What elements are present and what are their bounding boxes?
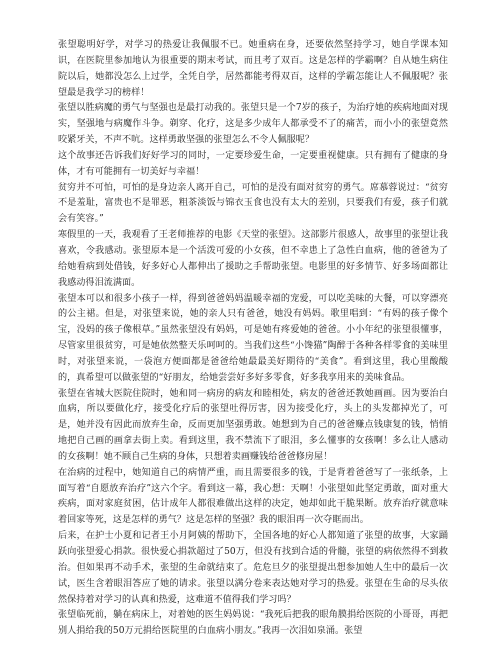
paragraph-10: 张望临死前，躺在病床上，对着她的医生妈妈说：“我死后把我的眼角膜捐给医院的小哥哥，再把别人捐给我的50万元捐给医院里的白血病小朋友。”我再一次泪如泉涌。张望 [58, 610, 448, 637]
paragraph-7: 张望在省城大医院住院时，她和同一病房的病友和睦相处，病友的爸爸还教她画画。因为要治白血病，所以要做化疗，接受化疗后的张望吐得厉害，因为接受化疗，头上的头发都掉光了，可是，她并没有因此而放弃生命，反而更加坚强勇敢。她想到为自己的爸爸赚点钱康复的钱，悄悄地把自己画的画拿去街上卖。看到这里，我不禁流下了眼泪，多么懂事的女孩啊！多么让人感动的女孩啊！她不顾自己生病的身体，只想着卖画赚钱给爸爸修房屋！ [58, 388, 448, 462]
paragraph-4: 贫穷并不可怕，可怕的是身边亲人离开自己，可怕的是没有面对贫穷的勇气。席慕蓉说过：“贫穷不是羞耻，富贵也不是罪恶，粗茶淡饭与锦衣玉食也没有太大的差别，只要我们有爱，孩子们就会有笑容。” [58, 182, 448, 225]
paragraph-9: 后来，在护士小夏和记者王小月阿姨的帮助下，全国各地的好心人都知道了张望的故事，大家踊跃向张望爱心捐款。很快爱心捐款超过了50万，但没有找到合适的骨髓，张望的病依然得不到救治。但如果再不动手术，张望的生命就结束了。危危旦夕的张望提出想参加她人生中的最后一次试，医生含着眼泪答应了她的请求。张望以满分卷来表达她对学习的热爱。张望在生命的尽头依然保持着对学习的认真和热爱，这难道不值得我们学习吗？ [58, 531, 448, 605]
essay-body [58, 38, 448, 640]
paragraph-6: 张望本可以和很多小孩子一样，得到爸爸妈妈温暖幸福的宠爱，可以吃美味的大餐，可以穿漂亮的公主裙。但是，对张望来说，她的亲人只有爸爸，她没有妈妈。歌里唱到：“有妈的孩子像个宝，没妈的孩子像根草。”虽然张望没有妈妈，可是她有疼爱她的爸爸。小小年纪的张望很懂事，尽管家里很贫穷，可是她依然整天乐呵呵的。当我们这些“小馋猫”陶醉于各种各样零食的美味里时，对张望来说，一袋泡方便面都是爸爸给她最最美好期待的“美食”。看到这里，我心里酸酸的，真希望可以做张望的“好朋友，给她尝尝好多好多零食，好多我享用来的美味食品。 [58, 293, 448, 383]
paragraph-1: 张望聪明好学，对学习的热爱让我佩服不已。她重病在身，还要依然坚持学习，她自学课本知识，在医院里参加地认为很重要的期末考试，而且考了双百。这是怎样的学霸啊？自从她生病住院以后，她都没怎么上过学，全凭自学，居然都能考得双百，这样的学霸怎能让人不佩服呢？张望最是我学习的榜样！ [58, 40, 448, 98]
paragraph-3: 这个故事还告诉我们好好学习的同时，一定要珍爱生命，一定要重视健康。只有拥有了健康的身体，才有可能拥有一切美好与幸福！ [58, 150, 448, 177]
paragraph-5: 寒假里的一天，我观看了王老师推荐的电影《天堂的张望》。这部影片很感人，故事里的张望让我喜欢，令我感动。张望原本是一个活泼可爱的小女孩，但不幸患上了急性白血病，他的爸爸为了给她看病到处借钱，好多好心人都伸出了援助之手帮助张望。电影里的好多情节、好多场面都让我感动得泪流满面。 [58, 230, 448, 288]
paragraph-2: 张望以胜病魔的勇气与坚强也是最打动我的。张望只是一个7岁的孩子，为治疗她的疾病地面对现实，坚强地与病魔作斗争。剃穿、化疗，这是多少成年人都承受不了的痛苦，而小小的张望竟然咬紧牙关，不声不吭。这样勇敢坚强的张望怎么不令人佩服呢？ [58, 103, 448, 146]
paragraph-8: 在治病的过程中，她知道自己的病情严重，而且需要很多的钱，于是背着爸爸写了一张纸条，上面写着“自愿放弃治疗”这六个字。看到这一幕，我心想：天啊！小张望如此坚定勇敢，面对重大疾病，面对家庭贫困，估计成年人都很难做出这样的决定，她却如此干脆果断。放弃治疗就意味着回家等死，这是怎样的勇气？这是怎样的坚强？我的眼泪再一次夺眶而出。 [58, 467, 448, 526]
